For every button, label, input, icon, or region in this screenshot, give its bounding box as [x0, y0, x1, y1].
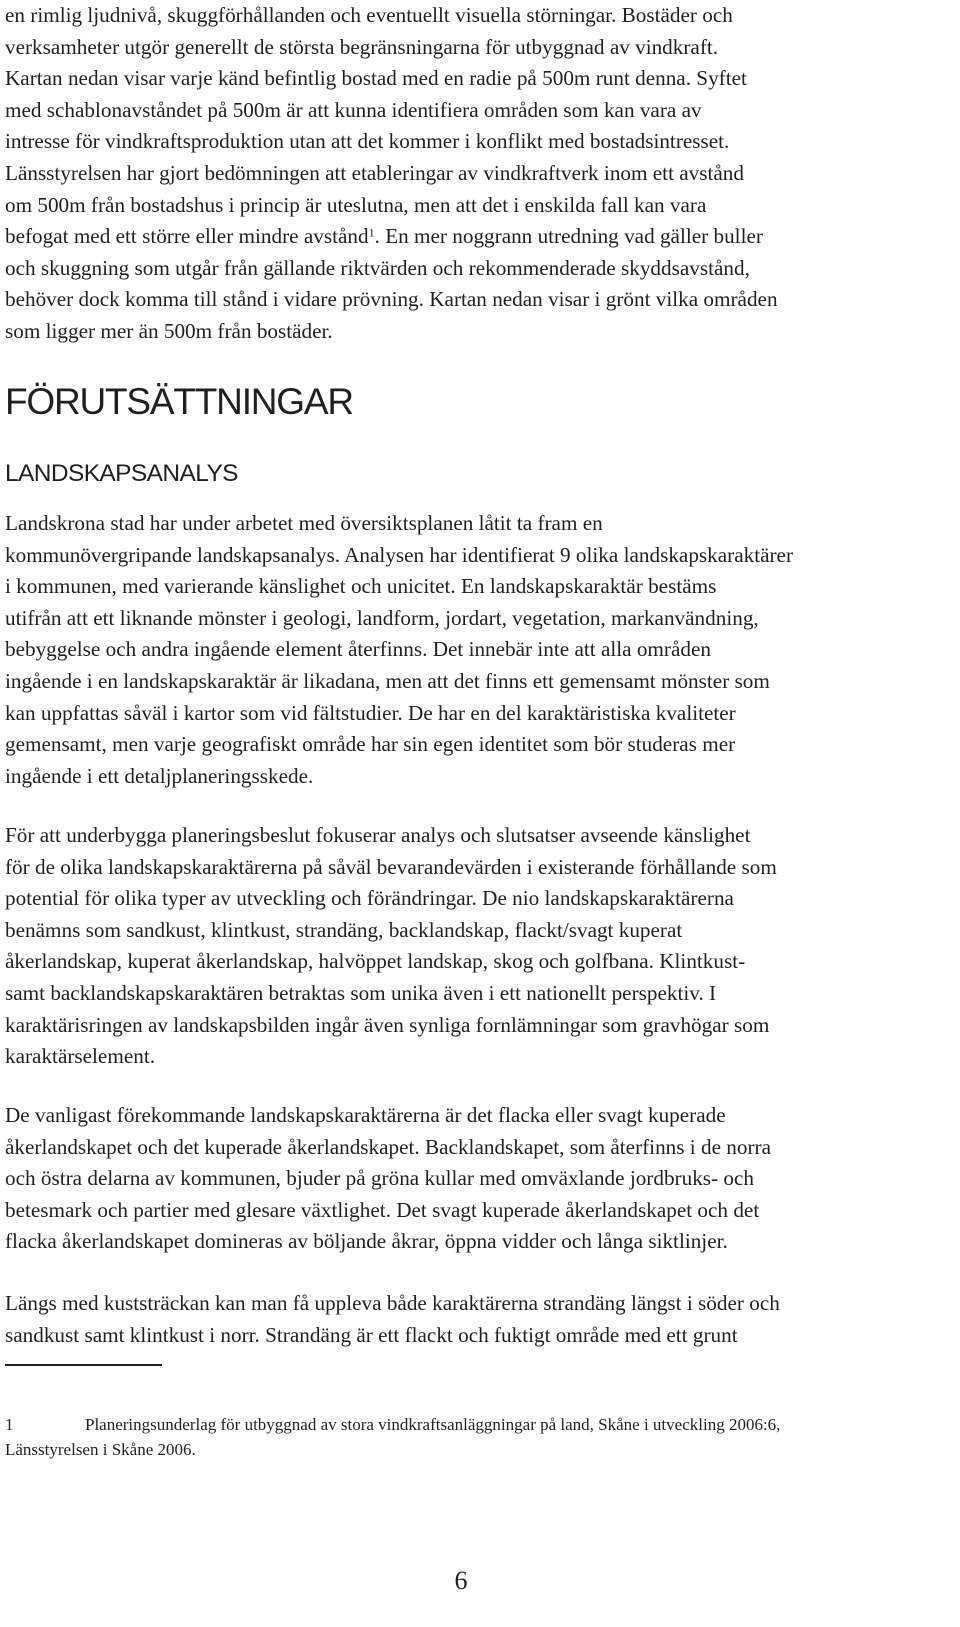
body-paragraph-wind-power	[5, 0, 778, 348]
footnote-text: Planeringsunderlag för utbyggnad av stora vindkraftsanläggningar på land, Skåne i utveckling 2006:6,	[85, 1415, 781, 1434]
footnote	[5, 1413, 905, 1462]
paragraph-text: en rimlig ljudnivå, skuggförhållanden och eventuellt visuella störningar. Bostäder och verksamheter utgör generellt de största begränsningarna för utbyggnad av vindkraft. Kartan nedan visar varje känd befintlig bostad med en radie på 500m runt denna. Syftet med schablonavståndet på 500m är att kunna identifiera områden som kan vara av intresse för vindkraftsproduktion utan att det kommer i konflikt med bostadsintresset. Länsstyrelsen har gjort bedömningen att etableringar av vindkraftverk inom ett avstånd om 500m från bostadshus i princip är uteslutna, men att det i enskilda fall kan vara befogat med ett större eller mindre avstånd	[5, 3, 747, 249]
body-paragraph-landscape-analysis: Landskrona stad har under arbetet med översiktsplanen låtit ta fram en kommunövergripande landskapsanalys. Analysen har identifierat 9 olika landskapskaraktärer i kommunen, med varierande känslighet och unicitet. En landskapskaraktär bestäms utifrån att ett liknande mönster i geologi, landform, jordart, vegetation, markanvändning, bebyggelse och andra ingående element återfinns. Det innebär inte att alla områden ingående i en landskapskaraktär är likadana, men att det finns ett gemensamt mönster som kan uppfattas såväl i kartor som vid fältstudier. De har en del karaktäristiska kvaliteter gemensamt, men varje geografiskt område har sin egen identitet som bör studeras mer ingående i ett detaljplaneringsskede.	[5, 511, 794, 788]
body-paragraph-landscape-characters: För att underbygga planeringsbeslut fokuserar analys och slutsatser avseende känslighet för de olika landskapskaraktärerna på såväl bevarandevärden i existerande förhållande som potential för olika typer av utveckling och förändringar. De nio landskapskaraktärerna benämns som sandkust, klintkust, strandäng, backlandskap, flackt/svagt kuperat åkerlandskap, kuperat åkerlandskap, halvöppet landskap, skog och golfbana. Klintkust- samt backlandskapskaraktären betraktas som unika även i ett nationellt perspektiv. I karaktärisringen av landskapsbilden ingår även synliga fornlämningar som gravhögar som karaktärselement.	[5, 823, 777, 1069]
page-number: 6	[454, 1566, 468, 1595]
section-heading: FÖRUTSÄTTNINGAR	[5, 381, 353, 422]
body-paragraph-common-characters: De vanligast förekommande landskapskaraktärerna är det flacka eller svagt kuperade åkerlandskapet och det kuperade åkerlandskapet. Backlandskapet, som återfinns i de norra och östra delarna av kommunen, bjuder på gröna kullar med omväxlande jordbruks- och betesmark och partier med glesare växtlighet. Det svagt kuperade åkerlandskapet och det flacka åkerlandskapet domineras av böljande åkrar, öppna vidder och långa siktlinjer.	[5, 1103, 771, 1254]
footnote-line-2: Länsstyrelsen i Skåne 2006.	[5, 1439, 196, 1459]
footnote-divider	[5, 1364, 162, 1366]
footnote-line	[5, 1413, 905, 1438]
body-paragraph-coast: Längs med kuststräckan kan man få uppleva både karaktärerna strandäng längst i söder och sandkust samt klintkust i norr. Strandäng är ett flackt och fuktigt område med ett grunt	[5, 1291, 780, 1347]
footnote-number: 1	[5, 1415, 14, 1434]
subsection-heading: LANDSKAPSANALYS	[5, 460, 238, 487]
footnote-reference[interactable]: 1	[368, 225, 375, 240]
paragraph-text-continued: . En mer noggrann utredning vad gäller buller och skuggning som utgår från gällande riktvärden och rekommenderade skyddsavstånd, behöver dock komma till stånd i vidare prövning. Kartan nedan visar i grönt vilka områden som ligger mer än 500m från bostäder.	[5, 224, 778, 343]
